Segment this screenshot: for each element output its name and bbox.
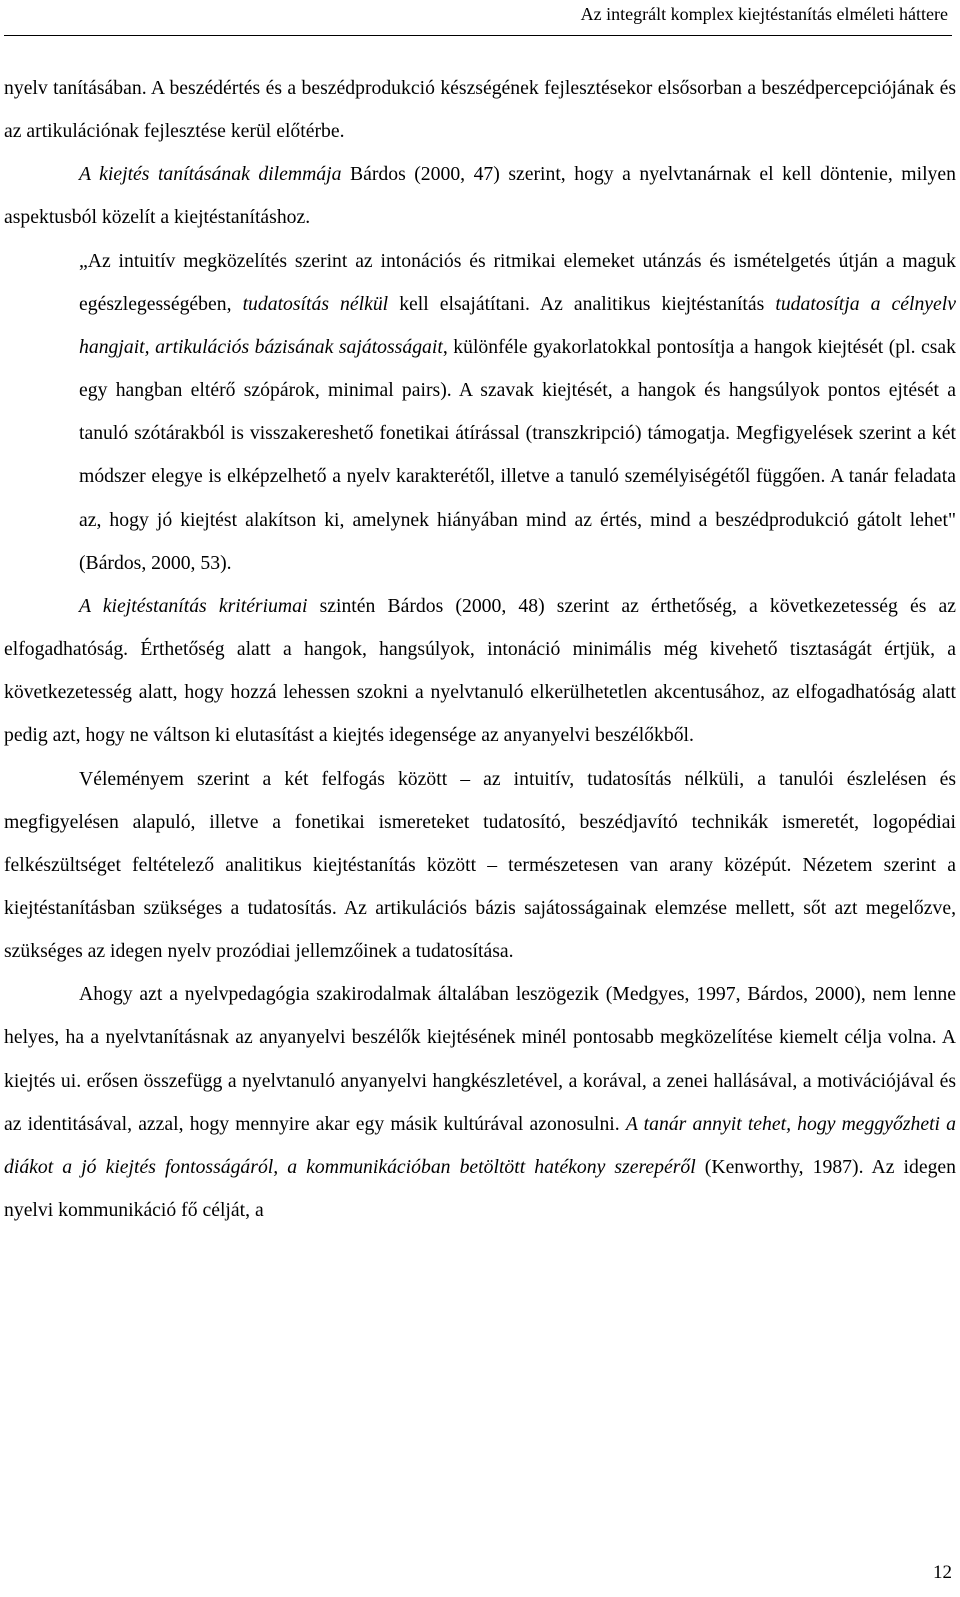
quote-emphasis-1: tudatosítás nélkül	[242, 292, 389, 315]
dilemma-text: Bárdos (2000, 47) szerint, hogy a nyelvtanárnak el kell döntenie, milyen aspektusból közelít a kiejtéstanításhoz.	[4, 163, 956, 229]
criteria-text: szintén Bárdos (2000, 48) szerint az érthetőség, a következetesség és az elfogadhatóság. Érthetőség alatt a hangok, hangsúlyok, intonáció minimális még kivehető tisztaságát értjük, a következetesség alatt, hogy hozzá lehessen szokni a nyelvtanuló elkerülhetetlen akcentusához, az elfogadhatóság alatt pedig azt, hogy ne váltson ki elutasítást a kiejtés idegensége az anyanyelvi beszélőkből.	[4, 594, 956, 747]
quote-text-2: kell elsajátítani. Az analitikus kiejtéstanítás	[388, 292, 776, 315]
paragraph-opinion: Véleményem szerint a két felfogás között – az intuitív, tudatosítás nélküli, a tanulói észlelésen és megfigyelésen alapuló, illetve a fonetikai ismereteket tudatosító, beszédjavító technikák ismeretét, logopédiai felkészültséget feltételező analitikus kiejtéstanítás között – természetesen van arany középút. Nézetem szerint a kiejtéstanításban szükséges a tudatosítás. Az artikulációs bázis sajátosságainak elemzése mellett, sőt azt megelőzve, szükséges az idegen nyelv prozódiai jellemzőinek a tudatosítása.	[4, 767, 956, 963]
running-header	[0, 0, 960, 38]
criteria-term: A kiejtéstanítás kritériumai	[79, 594, 308, 617]
pedagogy-text-2: (Kenworthy, 1987). Az idegen nyelvi kommunikáció fő célját, a	[4, 1155, 956, 1222]
paragraph-criteria	[4, 585, 956, 758]
quote-text-3: , különféle gyakorlatokkal pontosítja a hangok kiejtését (pl. csak egy hangban eltérő szópárok, minimal pairs). A szavak kiejtését, a hangok és hangsúlyok pontos ejtését a tanuló szótárakból is visszakereshető fonetikai átírással (transzkripció) támogatja. Megfigyelések szerint a két módszer elegye is elképzelhető a nyelv karakterétől, illetve a tanuló személyiségétől függően. A tanár feladata az, hogy jó kiejtést alakítson ki, amelynek hiányában mind az értés, mind a beszédprodukció gátolt lehet" (Bárdos, 2000, 53).	[79, 335, 957, 574]
quote-emphasis-2: tudatosítja a célnyelv hangjait, artikulációs bázisának sajátosságait	[79, 292, 956, 358]
pedagogy-text-1: Ahogy azt a nyelvpedagógia szakirodalmak általában leszögezik (Medgyes, 1997, Bárdos, 2000), nem lenne helyes, ha a nyelvtanításnak az anyanyelvi beszélők kiejtésének minél pontosabb megközelítése kiemelt célja volna. A kiejtés ui. erősen összefügg a nyelvtanuló anyanyelvi hangkészletével, a korával, a zenei hallásával, a motivációjával és az identitásával, azzal, hogy mennyire akar egy másik kultúrával azonosulni.	[4, 983, 956, 1135]
page-number: 12	[933, 1562, 952, 1583]
paragraph-continued: nyelv tanításában. A beszédértés és a beszédprodukció készségének fejlesztésekor elsősorban a beszédpercepciójának és az artikulációnak fejlesztése kerül előtérbe.	[4, 77, 956, 143]
header-title: Az integrált komplex kiejtéstanítás elméleti háttere	[580, 4, 948, 24]
pedagogy-emphasis: A tanár annyit tehet, hogy meggyőzheti a diákot a jó kiejtés fontosságáról, a kommunikációban betöltött hatékony szerepéről	[4, 1112, 956, 1178]
paragraph-pedagogy	[4, 973, 956, 1232]
dilemma-term: A kiejtés tanításának dilemmája	[79, 163, 342, 186]
page-body	[4, 67, 956, 1232]
quote-text-1: „Az intuitív megközelítés szerint az intonációs és ritmikai elemeket utánzás és ismételgetés útján a maguk egészlegességében,	[79, 249, 956, 315]
block-quote	[79, 240, 956, 585]
header-divider	[4, 35, 952, 36]
paragraph-dilemma	[4, 153, 956, 239]
